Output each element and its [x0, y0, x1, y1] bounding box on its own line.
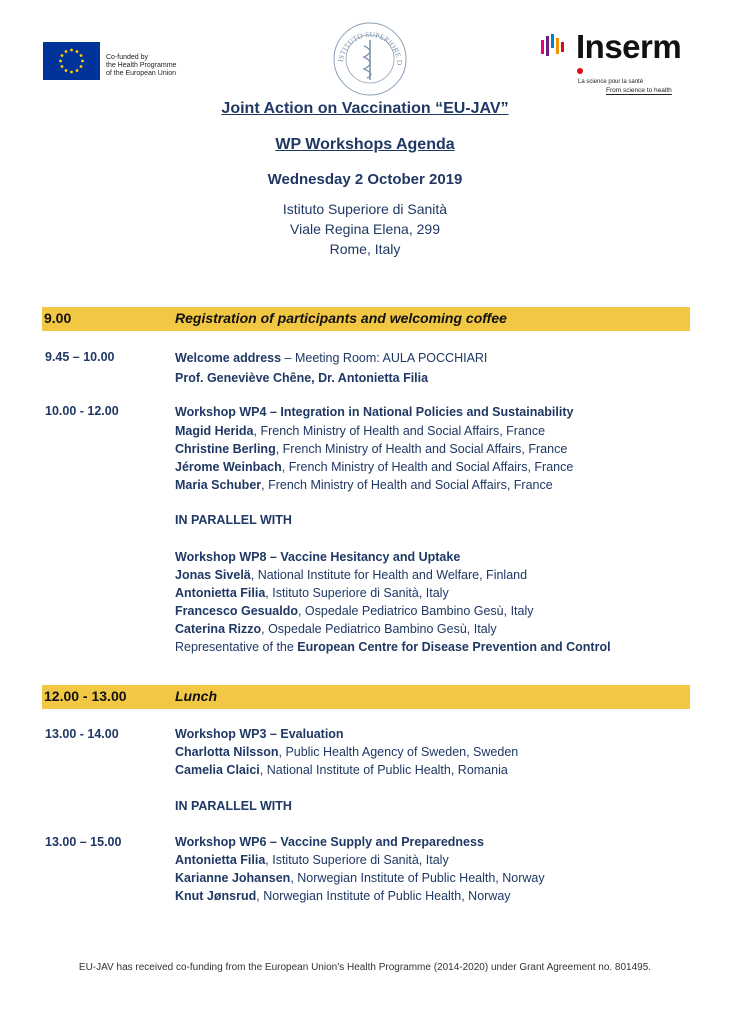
eu-star-icon — [70, 71, 73, 74]
iss-seal-logo — [331, 20, 409, 98]
participant: Camelia Claici, National Institute of Public Health, Romania — [175, 763, 508, 777]
session-time: 9.45 – 10.00 — [45, 350, 115, 364]
agenda-band-lunch — [42, 685, 690, 709]
participant: Caterina Rizzo, Ospedale Pediatrico Bambino Gesù, Italy — [175, 622, 497, 636]
eu-star-icon — [65, 50, 68, 53]
band-title: Lunch — [175, 688, 217, 704]
participant: Magid Herida, French Ministry of Health and Social Affairs, France — [175, 424, 546, 438]
inserm-logo-dot — [577, 68, 583, 74]
participant: Representative of the European Centre for Disease Prevention and Control — [175, 640, 611, 654]
eu-star-icon — [81, 60, 84, 63]
participant: Charlotta Nilsson, Public Health Agency of Sweden, Sweden — [175, 745, 519, 759]
session-time: 13.00 – 15.00 — [45, 835, 122, 849]
band-time: 12.00 - 13.00 — [44, 688, 127, 704]
page-title: Joint Action on Vaccination “EU-JAV” — [221, 100, 509, 117]
footer-note: EU-JAV has received co-funding from the European Union’s Health Programme (2014-2020) under Grant Agreement no. 801495. — [78, 962, 652, 973]
inserm-tagline-fr: La science pour la santé — [578, 79, 644, 85]
inserm-logo-bars — [541, 34, 565, 60]
session-title: Workshop WP4 – Integration in National Policies and Sustainability — [175, 405, 574, 419]
eu-star-icon — [70, 49, 73, 52]
participant: Maria Schuber, French Ministry of Health and Social Affairs, France — [175, 478, 553, 492]
session-title: Welcome address – Meeting Room: AULA POCCHIARI — [175, 351, 488, 365]
participant: Knut Jønsrud, Norwegian Institute of Public Health, Norway — [175, 889, 511, 903]
session-title: Workshop WP8 – Vaccine Hesitancy and Uptake — [175, 550, 461, 564]
event-date: Wednesday 2 October 2019 — [267, 171, 463, 188]
band-time: 9.00 — [44, 310, 72, 326]
session-time: 13.00 - 14.00 — [45, 727, 119, 741]
participant: Karianne Johansen, Norwegian Institute of Public Health, Norway — [175, 871, 545, 885]
session-speakers: Prof. Geneviève Chêne, Dr. Antonietta Filia — [175, 371, 429, 385]
participant: Antonietta Filia, Istituto Superiore di Sanità, Italy — [175, 586, 449, 600]
session-time: 10.00 - 12.00 — [45, 404, 119, 418]
page-subtitle: WP Workshops Agenda — [275, 136, 455, 153]
venue-name: Istituto Superiore di Sanità — [282, 201, 448, 217]
eu-star-icon — [61, 54, 64, 57]
eu-star-icon — [61, 65, 64, 68]
participant: Christine Berling, French Ministry of Health and Social Affairs, France — [175, 442, 568, 456]
eu-star-icon — [80, 54, 83, 57]
parallel-label: IN PARALLEL WITH — [175, 513, 292, 527]
eu-cofunding-text: Co-funded by the Health Programme of the European Union — [106, 54, 177, 77]
parallel-label: IN PARALLEL WITH — [175, 799, 292, 813]
session-title: Workshop WP6 – Vaccine Supply and Preparedness — [175, 835, 484, 849]
participant: Jérome Weinbach, French Ministry of Health and Social Affairs, France — [175, 460, 574, 474]
venue-address: Viale Regina Elena, 299 — [290, 221, 440, 237]
participant: Francesco Gesualdo, Ospedale Pediatrico Bambino Gesù, Italy — [175, 604, 534, 618]
eu-star-icon — [76, 50, 79, 53]
venue-city: Rome, Italy — [329, 241, 401, 257]
eu-star-icon — [59, 60, 62, 63]
eu-star-icon — [80, 65, 83, 68]
participant: Jonas Sivelä, National Institute for Health and Welfare, Finland — [175, 568, 528, 582]
eu-star-icon — [76, 69, 79, 72]
inserm-logo-wordmark: Inserm — [576, 28, 682, 65]
svg-text:ISTITUTO SUPERIORE DI SANITÀ: ISTITUTO SUPERIORE D — [336, 29, 405, 66]
inserm-tagline-en: From science to health — [606, 87, 672, 94]
participant: Antonietta Filia, Istituto Superiore di Sanità, Italy — [175, 853, 449, 867]
eu-star-icon — [65, 69, 68, 72]
band-title: Registration of participants and welcoming coffee — [175, 310, 507, 326]
eu-flag-logo — [43, 42, 100, 80]
session-title: Workshop WP3 – Evaluation — [175, 727, 344, 741]
agenda-band-registration — [42, 307, 690, 331]
